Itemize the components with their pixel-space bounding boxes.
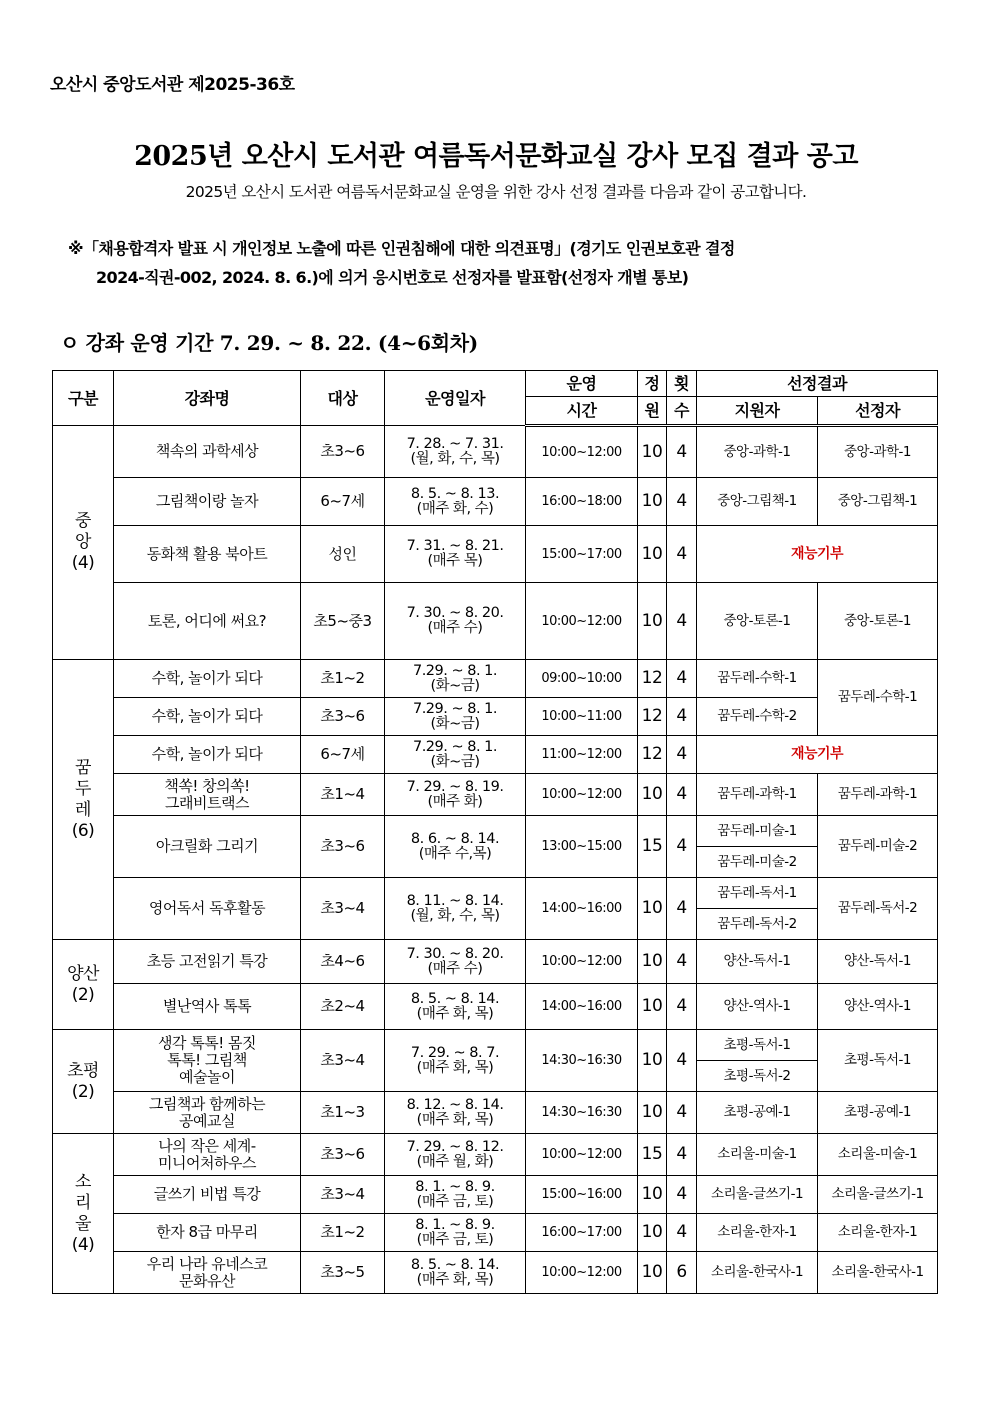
document-subtitle: 2025년 오산시 도서관 여름독서문화교실 운영을 위한 강사 선정 결과를 다음과 같이 공고합니다.: [185, 183, 807, 201]
course-name-cell: 책쏙! 창의쏙! 그래비트랙스: [114, 774, 301, 816]
header-capacity-top: 정: [638, 371, 667, 397]
target-cell: 초1~2: [301, 660, 385, 698]
capacity-cell: 10: [638, 583, 667, 660]
target-cell: 초1~2: [301, 1214, 385, 1252]
capacity-cell: 10: [638, 1214, 667, 1252]
target-cell: 초3~4: [301, 1030, 385, 1092]
target-cell: 초5~중3: [301, 583, 385, 660]
table-row: [53, 774, 938, 816]
table-row: [53, 526, 938, 583]
table-row: [53, 1176, 938, 1214]
applicant-cell: 양산-역사-1: [697, 984, 818, 1030]
time-cell: 16:00~17:00: [526, 1214, 638, 1252]
applicant-cell: 꿈두레-미술-2: [697, 847, 818, 878]
time-cell: 11:00~12:00: [526, 736, 638, 774]
sessions-cell: 4: [667, 1134, 697, 1176]
dates-cell: 8. 1. ~ 8. 9. (매주 금, 토): [385, 1214, 526, 1252]
time-cell: 10:00~12:00: [526, 583, 638, 660]
sessions-cell: 4: [667, 878, 697, 940]
header-sessions-top: 횟: [667, 371, 697, 397]
time-cell: 14:00~16:00: [526, 878, 638, 940]
target-cell: 초1~3: [301, 1092, 385, 1134]
selected-cell: 양산-독서-1: [818, 940, 938, 984]
time-cell: 15:00~16:00: [526, 1176, 638, 1214]
header-sessions-bottom: 수: [667, 397, 697, 426]
course-name-cell: 별난역사 톡톡: [114, 984, 301, 1030]
capacity-cell: 10: [638, 984, 667, 1030]
capacity-cell: 15: [638, 1134, 667, 1176]
header-capacity-bottom: 원: [638, 397, 667, 426]
time-cell: 14:00~16:00: [526, 984, 638, 1030]
header-result: 선정결과: [697, 371, 938, 397]
category-cell: 꿈 두 레 (6): [53, 660, 114, 940]
sessions-cell: 4: [667, 526, 697, 583]
table-row: [53, 1252, 938, 1294]
capacity-cell: 10: [638, 774, 667, 816]
capacity-cell: 10: [638, 878, 667, 940]
course-name-cell: 수학, 놀이가 되다: [114, 736, 301, 774]
dates-cell: 7. 29. ~ 8. 12. (매주 월, 화): [385, 1134, 526, 1176]
course-name-cell: 책속의 과학세상: [114, 426, 301, 478]
applicant-cell: 초평-독서-1: [697, 1030, 818, 1061]
course-name-cell: 나의 작은 세계- 미니어처하우스: [114, 1134, 301, 1176]
course-name-cell: 그림책이랑 놀자: [114, 478, 301, 526]
selected-cell: 소리울-한국사-1: [818, 1252, 938, 1294]
table-row: [53, 878, 938, 909]
time-cell: 10:00~11:00: [526, 698, 638, 736]
time-cell: 16:00~18:00: [526, 478, 638, 526]
privacy-notice: [68, 234, 948, 292]
applicant-cell: 중앙-그림책-1: [697, 478, 818, 526]
time-cell: 09:00~10:00: [526, 660, 638, 698]
course-period: ㅇ 강좌 운영 기간 7. 29. ~ 8. 22. (4~6회차): [60, 331, 478, 355]
applicant-cell: 소리울-글쓰기-1: [697, 1176, 818, 1214]
dates-cell: 7. 31. ~ 8. 21. (매주 목): [385, 526, 526, 583]
capacity-cell: 10: [638, 478, 667, 526]
course-name-cell: 초등 고전읽기 특강: [114, 940, 301, 984]
target-cell: 초3~4: [301, 878, 385, 940]
header-time-top: 운영: [526, 371, 638, 397]
target-cell: 6~7세: [301, 736, 385, 774]
target-cell: 초3~6: [301, 698, 385, 736]
table-row: [53, 1134, 938, 1176]
sessions-cell: 4: [667, 583, 697, 660]
applicant-cell: 중앙-과학-1: [697, 426, 818, 478]
course-name-cell: 아크릴화 그리기: [114, 816, 301, 878]
header-selected: 선정자: [818, 397, 938, 426]
capacity-cell: 10: [638, 1176, 667, 1214]
sessions-cell: 4: [667, 426, 697, 478]
course-name-cell: 영어독서 독후활동: [114, 878, 301, 940]
course-name-cell: 생각 톡톡! 몸짓 톡톡! 그림책 예술놀이: [114, 1030, 301, 1092]
talent-donation-cell: [697, 526, 938, 583]
selected-cell: 소리울-미술-1: [818, 1134, 938, 1176]
talent-donation-cell: [697, 736, 938, 774]
time-cell: 10:00~12:00: [526, 426, 638, 478]
document-number: 오산시 중앙도서관 제2025-36호: [50, 75, 295, 95]
table-row: [53, 940, 938, 984]
table-row: [53, 1214, 938, 1252]
dates-cell: 7. 29. ~ 8. 7. (매주 화, 목): [385, 1030, 526, 1092]
capacity-cell: 10: [638, 1092, 667, 1134]
target-cell: 초3~6: [301, 426, 385, 478]
sessions-cell: 4: [667, 478, 697, 526]
sessions-cell: 4: [667, 940, 697, 984]
sessions-cell: 4: [667, 1030, 697, 1092]
course-name-cell: 수학, 놀이가 되다: [114, 660, 301, 698]
time-cell: 10:00~12:00: [526, 940, 638, 984]
time-cell: 14:30~16:30: [526, 1092, 638, 1134]
table-row: [53, 984, 938, 1030]
applicant-cell: 소리울-미술-1: [697, 1134, 818, 1176]
target-cell: 초2~4: [301, 984, 385, 1030]
target-cell: 성인: [301, 526, 385, 583]
notice-line-2: 2024-직권-002, 2024. 8. 6.)에 의거 응시번호로 선정자를 발표함(선정자 개별 통보): [96, 268, 689, 287]
document-title: 2025년 오산시 도서관 여름독서문화교실 강사 모집 결과 공고: [134, 141, 858, 172]
table-row: [53, 698, 938, 736]
dates-cell: 7.29. ~ 8. 1. (화~금): [385, 736, 526, 774]
table-row: [53, 816, 938, 847]
applicant-cell: 꿈두레-독서-1: [697, 878, 818, 909]
target-cell: 초3~6: [301, 1134, 385, 1176]
target-cell: 초3~4: [301, 1176, 385, 1214]
header-applicant: 지원자: [697, 397, 818, 426]
category-cell: 양산 (2): [53, 940, 114, 1030]
selected-cell: 중앙-과학-1: [818, 426, 938, 478]
capacity-cell: 10: [638, 940, 667, 984]
target-cell: 초3~5: [301, 1252, 385, 1294]
course-name-cell: 동화책 활용 북아트: [114, 526, 301, 583]
target-cell: 초4~6: [301, 940, 385, 984]
dates-cell: 8. 5. ~ 8. 14. (매주 화, 목): [385, 1252, 526, 1294]
sessions-cell: 4: [667, 774, 697, 816]
applicant-cell: 꿈두레-수학-2: [697, 698, 818, 736]
applicant-cell: 초평-공예-1: [697, 1092, 818, 1134]
header-dates: 운영일자: [385, 371, 526, 426]
table-row: [53, 736, 938, 774]
selected-cell: 꿈두레-수학-1: [818, 660, 938, 736]
table-row: [53, 426, 938, 478]
category-cell: 초평 (2): [53, 1030, 114, 1134]
course-name-cell: 한자 8급 마무리: [114, 1214, 301, 1252]
capacity-cell: 12: [638, 660, 667, 698]
selected-cell: 소리울-글쓰기-1: [818, 1176, 938, 1214]
header-time-bottom: 시간: [526, 397, 638, 426]
category-cell: 소 리 울 (4): [53, 1134, 114, 1294]
capacity-cell: 12: [638, 698, 667, 736]
table-body: [53, 426, 938, 1294]
capacity-cell: 10: [638, 1030, 667, 1092]
dates-cell: 7. 30. ~ 8. 20. (매주 수): [385, 583, 526, 660]
dates-cell: 7. 29. ~ 8. 19. (매주 화): [385, 774, 526, 816]
selected-cell: 중앙-그림책-1: [818, 478, 938, 526]
capacity-cell: 10: [638, 1252, 667, 1294]
table-row: [53, 1030, 938, 1061]
dates-cell: 8. 5. ~ 8. 14. (매주 화, 목): [385, 984, 526, 1030]
header-course: 강좌명: [114, 371, 301, 426]
dates-cell: 8. 12. ~ 8. 14. (매주 화, 목): [385, 1092, 526, 1134]
dates-cell: 8. 6. ~ 8. 14. (매주 수,목): [385, 816, 526, 878]
applicant-cell: 꿈두레-미술-1: [697, 816, 818, 847]
applicant-cell: 초평-독서-2: [697, 1061, 818, 1092]
time-cell: 15:00~17:00: [526, 526, 638, 583]
capacity-cell: 12: [638, 736, 667, 774]
applicant-cell: 꿈두레-독서-2: [697, 909, 818, 940]
table-row: [53, 660, 938, 698]
sessions-cell: 4: [667, 1092, 697, 1134]
applicant-cell: 꿈두레-수학-1: [697, 660, 818, 698]
category-cell: 중 앙 (4): [53, 426, 114, 660]
applicant-cell: 꿈두레-과학-1: [697, 774, 818, 816]
dates-cell: 8. 1. ~ 8. 9. (매주 금, 토): [385, 1176, 526, 1214]
time-cell: 10:00~12:00: [526, 774, 638, 816]
sessions-cell: 4: [667, 698, 697, 736]
dates-cell: 7. 30. ~ 8. 20. (매주 수): [385, 940, 526, 984]
table-row: [53, 583, 938, 660]
selection-result-table: [52, 370, 938, 1294]
notice-line-1: ※「채용합격자 발표 시 개인정보 노출에 따른 인권침해에 대한 의견표명」(경기도 인권보호관 결정: [68, 239, 735, 258]
course-name-cell: 그림책과 함께하는 공예교실: [114, 1092, 301, 1134]
sessions-cell: 6: [667, 1252, 697, 1294]
selected-cell: 꿈두레-과학-1: [818, 774, 938, 816]
dates-cell: 7. 28. ~ 7. 31. (월, 화, 수, 목): [385, 426, 526, 478]
talent-donation-label: 재능기부: [790, 545, 844, 562]
talent-donation-label: 재능기부: [790, 746, 844, 762]
sessions-cell: 4: [667, 1214, 697, 1252]
target-cell: 초3~6: [301, 816, 385, 878]
course-name-cell: 글쓰기 비법 특강: [114, 1176, 301, 1214]
selected-cell: 소리울-한자-1: [818, 1214, 938, 1252]
selected-cell: 양산-역사-1: [818, 984, 938, 1030]
sessions-cell: 4: [667, 816, 697, 878]
dates-cell: 7.29. ~ 8. 1. (화~금): [385, 698, 526, 736]
selected-cell: 꿈두레-미술-2: [818, 816, 938, 878]
sessions-cell: 4: [667, 1176, 697, 1214]
sessions-cell: 4: [667, 984, 697, 1030]
header-target: 대상: [301, 371, 385, 426]
capacity-cell: 10: [638, 426, 667, 478]
applicant-cell: 소리울-한국사-1: [697, 1252, 818, 1294]
time-cell: 14:30~16:30: [526, 1030, 638, 1092]
capacity-cell: 15: [638, 816, 667, 878]
table-row: [53, 478, 938, 526]
time-cell: 13:00~15:00: [526, 816, 638, 878]
time-cell: 10:00~12:00: [526, 1134, 638, 1176]
capacity-cell: 10: [638, 526, 667, 583]
applicant-cell: 소리울-한자-1: [697, 1214, 818, 1252]
selected-cell: 중앙-토론-1: [818, 583, 938, 660]
dates-cell: 7.29. ~ 8. 1. (화~금): [385, 660, 526, 698]
selected-cell: 초평-독서-1: [818, 1030, 938, 1092]
course-name-cell: 우리 나라 유네스코 문화유산: [114, 1252, 301, 1294]
dates-cell: 8. 5. ~ 8. 13. (매주 화, 수): [385, 478, 526, 526]
target-cell: 6~7세: [301, 478, 385, 526]
selected-cell: 초평-공예-1: [818, 1092, 938, 1134]
sessions-cell: 4: [667, 660, 697, 698]
applicant-cell: 중앙-토론-1: [697, 583, 818, 660]
course-name-cell: 수학, 놀이가 되다: [114, 698, 301, 736]
course-name-cell: 토론, 어디에 써요?: [114, 583, 301, 660]
sessions-cell: 4: [667, 736, 697, 774]
dates-cell: 8. 11. ~ 8. 14. (월, 화, 수, 목): [385, 878, 526, 940]
selected-cell: 꿈두레-독서-2: [818, 878, 938, 940]
table-row: [53, 1092, 938, 1134]
header-category: 구분: [53, 371, 114, 426]
target-cell: 초1~4: [301, 774, 385, 816]
time-cell: 10:00~12:00: [526, 1252, 638, 1294]
applicant-cell: 양산-독서-1: [697, 940, 818, 984]
